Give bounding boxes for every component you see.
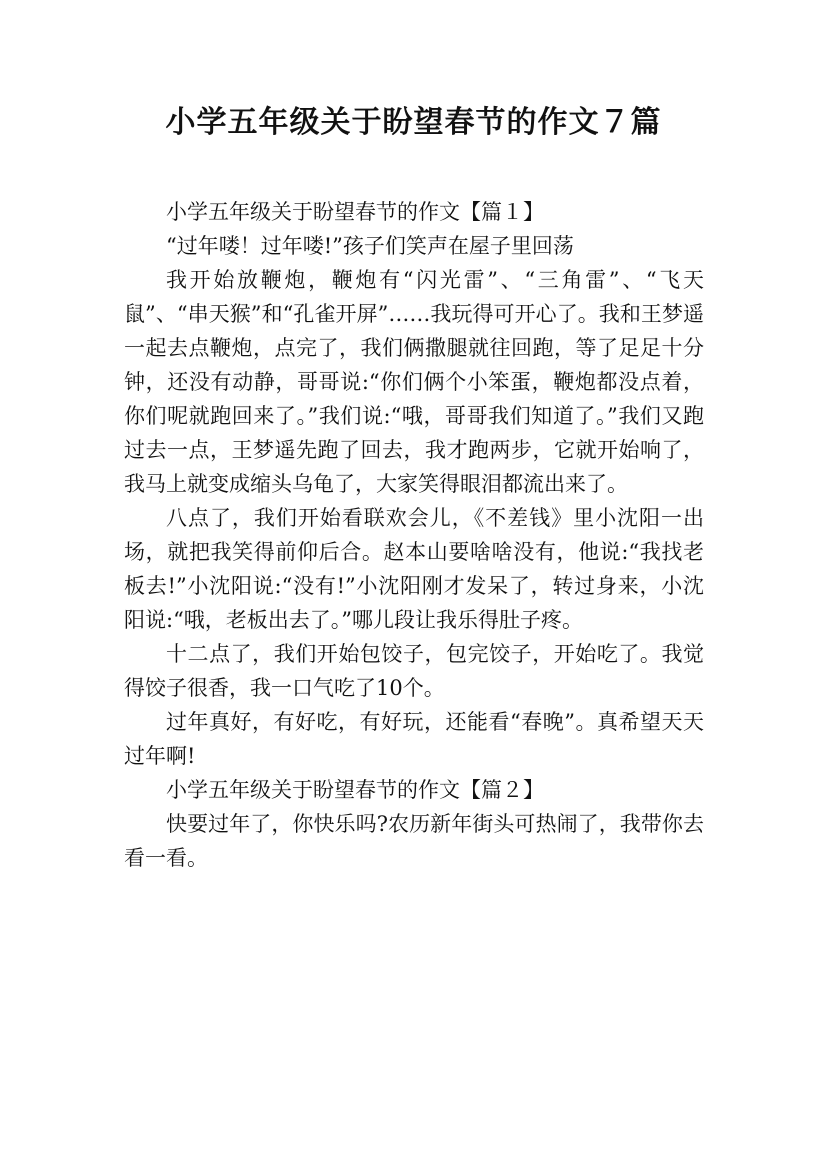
paragraph-1: “过年喽！过年喽!”孩子们笑声在屋子里回荡 bbox=[166, 234, 574, 258]
paragraph-5: 过年真好，有好吃，有好玩，还能看“春晚”。真希望天天过年啊! bbox=[124, 710, 704, 768]
paragraph-6: 快要过年了，你快乐吗?农历新年街头可热闹了，我带你去看一看。 bbox=[124, 812, 704, 870]
paragraph-4: 十二点了，我们开始包饺子，包完饺子，开始吃了。我觉得饺子很香，我一口气吃了10个。 bbox=[124, 642, 704, 700]
paragraph-3: 八点了，我们开始看联欢会儿，《不差钱》里小沈阳一出场，就把我笑得前仰后合。赵本山要啥啥没有，他说:“我找老板去!”小沈阳说:“没有!”小沈阳刚才发呆了，转过身来，小沈阳说:“哦，老板出去了。”哪儿段让我乐得肚子疼。 bbox=[124, 506, 704, 632]
paragraph-2: 我开始放鞭炮，鞭炮有“闪光雷”、“三角雷”、“飞天鼠”、“串天猴”和“孔雀开屏”……我玩得可开心了。我和王梦遥一起去点鞭炮，点完了，我们俩撒腿就往回跑，等了足足十分钟，还没有动静，哥哥说:“你们俩个小笨蛋，鞭炮都没点着，你们呢就跑回来了。”我们说:“哦，哥哥我们知道了。”我们又跑过去一点，王梦遥先跑了回去，我才跑两步，它就开始响了，我马上就变成缩头乌龟了，大家笑得眼泪都流出来了。 bbox=[124, 268, 704, 496]
section-heading-2: 小学五年级关于盼望春节的作文【篇２】 bbox=[166, 778, 544, 802]
document-body bbox=[124, 195, 704, 875]
section-heading-1: 小学五年级关于盼望春节的作文【篇１】 bbox=[166, 200, 544, 224]
document-title: 小学五年级关于盼望春节的作文７篇 bbox=[165, 105, 662, 140]
